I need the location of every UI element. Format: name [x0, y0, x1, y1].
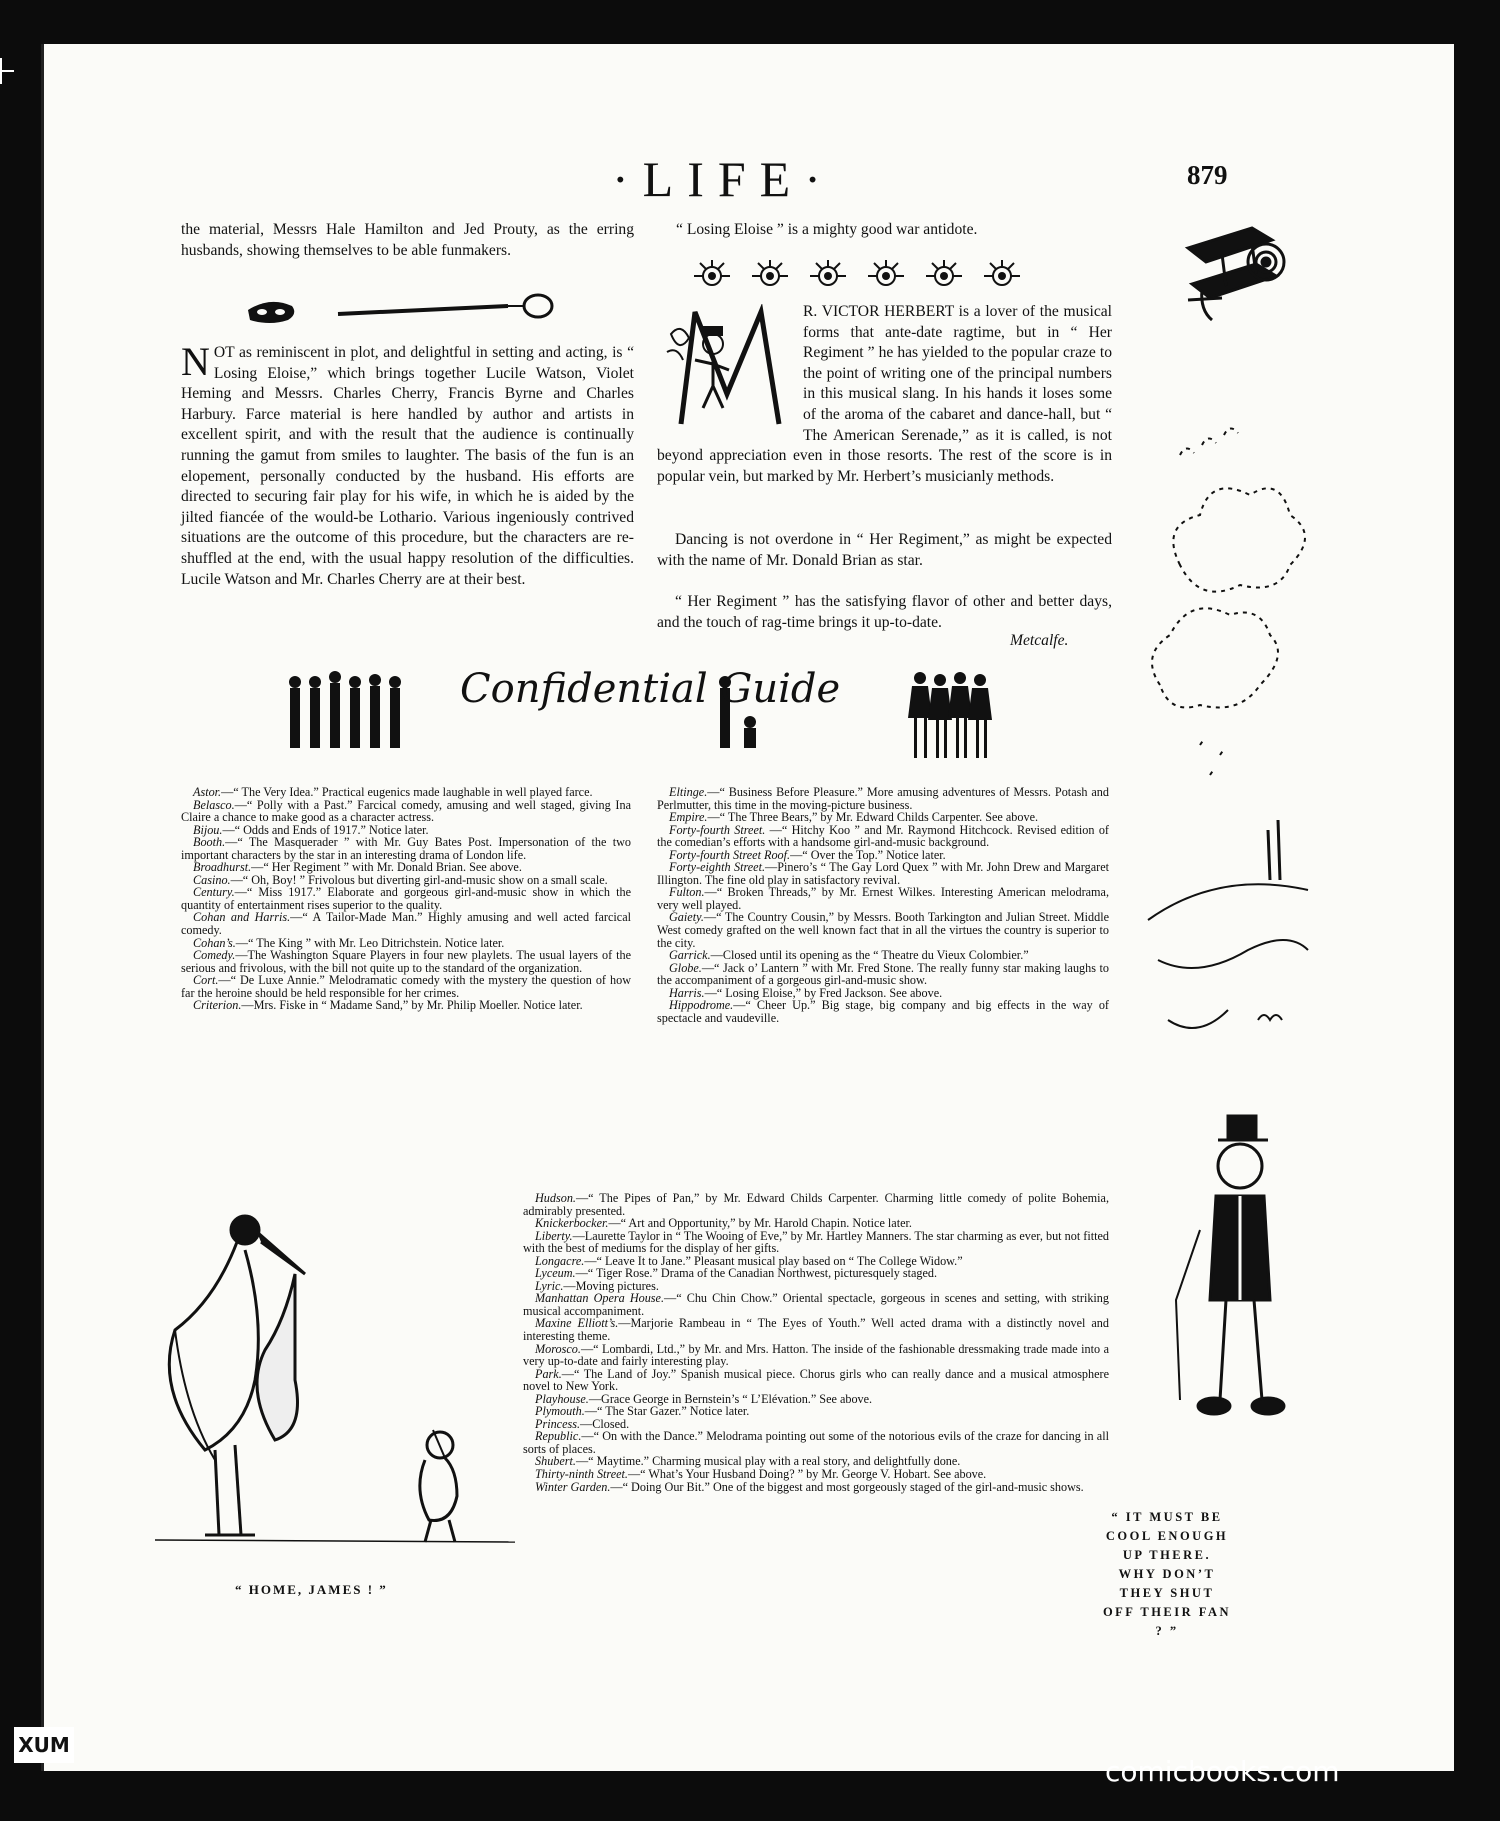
play-description: —“ Maytime.” Charming musical play with a real story, and delightfully done.	[575, 1454, 961, 1469]
play-description: —“ Cheer Up.” Big stage, big company and big effects in the way of spectacle and vaudeville.	[657, 998, 1109, 1025]
theatre-name: Liberty.	[535, 1228, 573, 1243]
play-description: —The Washington Square Players in four new playlets. The usual layers of the serious and frivolous, with the bill not quite up to the standard of the organization.	[181, 948, 631, 975]
theatre-name: Plymouth.	[535, 1404, 585, 1419]
margin-tick	[0, 70, 14, 72]
play-description: —“ What’s Your Husband Doing? ” by Mr. George V. Hobart. See above.	[627, 1467, 987, 1482]
play-description: —“ The Very Idea.” Practical eugenics made laughable in well played farce.	[221, 785, 593, 799]
play-description: —Mrs. Fiske in “ Madame Sand,” by Mr. Philip Moeller. Notice later.	[241, 998, 583, 1013]
theatre-name: Lyric.	[535, 1278, 564, 1293]
guide-entry	[657, 824, 1109, 849]
guide-entry	[657, 911, 1109, 949]
guide-entry	[181, 949, 631, 974]
play-description: —Grace George in Bernstein’s “ L’Elévation.” See above.	[588, 1391, 873, 1406]
theatre-name: Casino.	[193, 872, 231, 887]
theatre-name: Cohan and Harris.	[193, 910, 291, 925]
theatre-name: Comedy.	[193, 948, 236, 963]
guide-entry	[523, 1430, 1109, 1455]
theatre-name: Park.	[535, 1366, 562, 1381]
theatre-name: Morosco.	[535, 1341, 581, 1356]
closing-paragraph: “ Her Regiment ” has the satisfying flavor of other and better days, and the touch of rag-time brings it up-to-date.	[657, 593, 1112, 631]
play-description: —“ Miss 1917.” Elaborate and gorgeous girl-and-music show in which the quantity of entertainment rises superior to the quality.	[181, 885, 631, 912]
theatre-name: Thirty-ninth Street.	[535, 1467, 628, 1482]
play-description: —“ A Tailor-Made Man.” Highly amusing and well acted farcical comedy.	[181, 910, 631, 938]
theatre-name: Longacre.	[535, 1253, 585, 1268]
theatre-name: Hudson.	[535, 1191, 576, 1205]
theatre-name: Playhouse.	[535, 1391, 589, 1406]
countryside-illustration	[1138, 810, 1318, 1060]
theatre-name: Lyceum.	[535, 1266, 576, 1281]
play-description: —“ Jack o’ Lantern ” with Mr. Fred Stone. The really funny star making laughs to the accompaniment of a gorgeous girl-and-music show.	[657, 960, 1109, 988]
war-antidote-line: “ Losing Eloise ” is a mighty good war antidote.	[676, 221, 978, 238]
drop-cap: N	[181, 339, 210, 384]
play-description: —“ The Three Bears,” by Mr. Edward Childs Carpenter. See above.	[707, 810, 1039, 825]
play-description: —“ Chu Chin Chow.” Oriental spectacle, gorgeous in scenes and setting, with striking musical accompaniment.	[523, 1291, 1109, 1318]
theatre-name: Astor.	[193, 785, 222, 799]
theatre-name: Belasco.	[193, 797, 235, 812]
review-losing-eloise: NOT as reminiscent in plot, and delightful in setting and acting, is “ Losing Eloise,” which brings together Lucile Watson, Violet Heming and Messrs. Charles Cherry, Francis Byrne and Charles Harbury. Farce material is here handled by author and artists in excellent spirit, and with the result that the audience is continually running the gamut from smiles to laughter. The basis of the fun is an elopement, personally conducted by the husband. His efforts are directed to securing fair play for his wife, in which he is aided by the jilted fiancée of the would-be Lothario. Various ingeniously contrived situations are the outcome of this procedure, but the characters are re-shuffled at the end, with the usual happy resolution of the difficulties. Lucile Watson and Mr. Charles Cherry are at their best.	[181, 339, 634, 588]
play-description: —“ Broken Threads,” by Mr. Ernest Wilkes. Interesting American melodrama, very well played.	[657, 885, 1109, 912]
play-description: —Moving pictures.	[563, 1278, 659, 1293]
play-description: —“ The Country Cousin,” by Messrs. Booth Tarkington and Julian Street. Middle West comedy grafted on the well known fact that in all the virtues the country is superior to the city.	[657, 910, 1109, 950]
theatre-name: Century.	[193, 885, 235, 900]
play-description: —Closed until its opening as the “ Theatre du Vieux Colombier.”	[710, 948, 1029, 963]
play-description: —“ Business Before Pleasure.” More amusing adventures of Messrs. Potash and Perlmutter, this time in the moving-picture business.	[657, 785, 1109, 812]
guide-entry	[523, 1481, 1109, 1494]
author-signature: Metcalfe.	[1010, 632, 1069, 649]
guide-entry	[181, 911, 631, 936]
play-description: —Pinero’s “ The Gay Lord Quex ” with Mr. John Drew and Margaret Illington. The fine old play in satisfactory revival.	[657, 860, 1109, 887]
guide-entry	[657, 886, 1109, 911]
play-description: —Closed.	[580, 1416, 630, 1431]
guide-list	[181, 786, 631, 1012]
theatre-name: Gaiety.	[669, 910, 704, 925]
theatre-name: Empire.	[669, 810, 708, 825]
mask-and-lorgnette-illustration	[240, 292, 580, 332]
play-description: —“ Losing Eloise,” by Fred Jackson. See above.	[704, 985, 943, 1000]
guide-column-wide	[523, 1192, 1109, 1493]
theatre-name: Knickerbocker.	[535, 1216, 609, 1231]
play-description: —Laurette Taylor in “ The Wooing of Eve,” by Mr. Hartley Manners. The star charming as ever, but not fitted with the best of mediums for the display of her gifts.	[523, 1228, 1109, 1256]
guide-entry	[523, 1368, 1109, 1393]
guide-entry	[181, 974, 631, 999]
source-watermark: comicbooks.com	[1105, 1755, 1340, 1788]
play-description: —“ Odds and Ends of 1917.” Notice later.	[222, 822, 429, 837]
theatre-name: Booth.	[193, 835, 226, 850]
theatre-name: Forty-fourth Street Roof.	[669, 847, 791, 862]
fan-cartoon-caption: “ IT MUST BE COOL ENOUGH UP THERE. WHY DON’T THEY SHUT OFF THEIR FAN ? ”	[1102, 1510, 1232, 1638]
guide-entry	[181, 836, 631, 861]
play-description: —“ Polly with a Past.” Farcical comedy, amusing and well staged, giving Ina Claire a chance to make good as a character actress.	[181, 797, 631, 825]
play-description: —“ The Land of Joy.” Spanish musical piece. Chorus girls who can really dance and a musical atmosphere novel to New York.	[523, 1366, 1109, 1394]
theatre-name: Eltinge.	[669, 785, 708, 799]
play-description: —“ Lombardi, Ltd.,” by Mr. and Mrs. Hatton. The inside of the fashionable dressmaking trade made into a very up-to-date and fairly interesting play.	[523, 1341, 1109, 1369]
guide-entry	[523, 1343, 1109, 1368]
man-looking-up-illustration	[1140, 1100, 1320, 1480]
theatre-name: Manhattan Opera House.	[535, 1291, 665, 1306]
drop-cap-m-illustration	[657, 304, 795, 428]
guide-entry	[657, 861, 1109, 886]
masthead-title: ·LIFE·	[612, 151, 835, 207]
theatre-name: Republic.	[535, 1429, 582, 1444]
guide-list	[657, 786, 1109, 1024]
theatre-name: Forty-fourth Street.	[669, 822, 766, 837]
guide-entry	[523, 1292, 1109, 1317]
play-description: —Marjorie Rambeau in “ The Eyes of Youth.” Well acted drama with a distinctly novel and interesting theme.	[523, 1316, 1109, 1344]
guide-list	[523, 1192, 1109, 1493]
theatre-name: Harris.	[669, 985, 705, 1000]
play-description: —“ Her Regiment ” with Mr. Donald Brian. See above.	[251, 860, 522, 875]
theatre-name: Fulton.	[669, 885, 705, 900]
theatre-name: Garrick.	[669, 948, 711, 963]
play-description: —“ Art and Opportunity,” by Mr. Harold Chapin. Notice later.	[608, 1216, 912, 1231]
theatre-name: Globe.	[669, 960, 702, 975]
stork-cartoon-caption: “ HOME, JAMES ! ”	[235, 1582, 388, 1597]
guide-entry	[181, 886, 631, 911]
smoke-clouds-illustration	[1140, 415, 1320, 815]
play-description: —“ On with the Dance.” Melodrama pointing out some of the notorious evils of the craze for dancing in all sorts of places.	[523, 1429, 1109, 1456]
continued-text: the material, Messrs Hale Hamilton and Jed Prouty, as the erring husbands, showing themselves to be able funmakers.	[181, 221, 634, 259]
theatre-name: Criterion.	[193, 998, 242, 1013]
guide-entry	[523, 1317, 1109, 1342]
play-description: —“ The Pipes of Pan,” by Mr. Edward Childs Carpenter. Charming little comedy of polite Bohemia, admirably presented.	[523, 1191, 1109, 1218]
decorative-ornament-row	[692, 258, 1052, 294]
guide-column-right	[657, 786, 1109, 1024]
theatre-name: Forty-eighth Street.	[669, 860, 766, 875]
play-description: —“ Doing Our Bit.” One of the biggest and most gorgeously staged of the girl-and-music shows.	[610, 1479, 1084, 1494]
guide-entry	[181, 799, 631, 824]
theatre-name: Hippodrome.	[669, 998, 734, 1013]
play-description: —“ Hitchy Koo ” and Mr. Raymond Hitchcock. Revised edition of the comedian’s efforts with a handsome girl-and-music background.	[657, 822, 1109, 850]
theatre-name: Princess.	[535, 1416, 581, 1431]
theatre-name: Broadhurst.	[193, 860, 252, 875]
review-her-regiment: R. VICTOR HERBERT is a lover of the musical forms that ante-date ragtime, but in “ Her Regiment ” he has yielded to the popular craze to the point of writing one of the principal numbers in this musical slang. In his hands it loses some of the aroma of the cabaret and dance-hall, but “ The American Serenade,” as it is called, is not beyond appreciation even in those resorts. The rest of the score is in popular vein, but marked by Mr. Herbert’s musicianly methods.	[657, 303, 1112, 485]
play-description: —“ The Star Gazer.” Notice later.	[584, 1404, 750, 1419]
play-description: —“ Tiger Rose.” Drama of the Canadian Northwest, picturesquely staged.	[575, 1266, 938, 1281]
theatre-name: Winter Garden.	[535, 1479, 611, 1494]
guide-entry	[523, 1230, 1109, 1255]
theatre-name: Cohan’s.	[193, 935, 236, 950]
theatre-name: Cort.	[193, 973, 219, 988]
stork-and-baby-illustration	[95, 1190, 535, 1570]
corner-label: XUM	[14, 1727, 74, 1763]
guide-entry	[657, 999, 1109, 1024]
theatre-name: Shubert.	[535, 1454, 576, 1469]
play-description: —“ De Luxe Annie.” Melodramatic comedy with the mystery the question of how far the heroine should be held responsible for her crimes.	[181, 973, 631, 1000]
theatre-name: Bijou.	[193, 822, 223, 837]
guide-column-left	[181, 786, 631, 1012]
margin-tick	[0, 58, 2, 84]
guide-entry	[181, 999, 631, 1012]
biplane-illustration	[1182, 220, 1302, 330]
play-description: —“ Over the Top.” Notice later.	[790, 847, 946, 862]
play-description: —“ The King ” with Mr. Leo Ditrichstein. Notice later.	[235, 935, 505, 950]
confidential-guide-title: Confidential Guide	[460, 666, 841, 712]
guide-entry	[657, 962, 1109, 987]
dancing-paragraph: Dancing is not overdone in “ Her Regiment,” as might be expected with the name of Mr. Donald Brian as star.	[657, 531, 1112, 569]
theatre-name: Maxine Elliott’s.	[535, 1316, 619, 1331]
play-description: —“ Leave It to Jane.” Pleasant musical play based on “ The College Widow.”	[584, 1253, 963, 1268]
guide-entry	[523, 1192, 1109, 1217]
play-description: —“ Oh, Boy! ” Frivolous but diverting girl-and-music show on a small scale.	[230, 872, 608, 887]
page-number: 879	[1187, 160, 1228, 190]
guide-entry	[657, 786, 1109, 811]
play-description: —“ The Masquerader ” with Mr. Guy Bates Post. Impersonation of the two important characters by the star in an interesting drama of London life.	[181, 835, 631, 862]
